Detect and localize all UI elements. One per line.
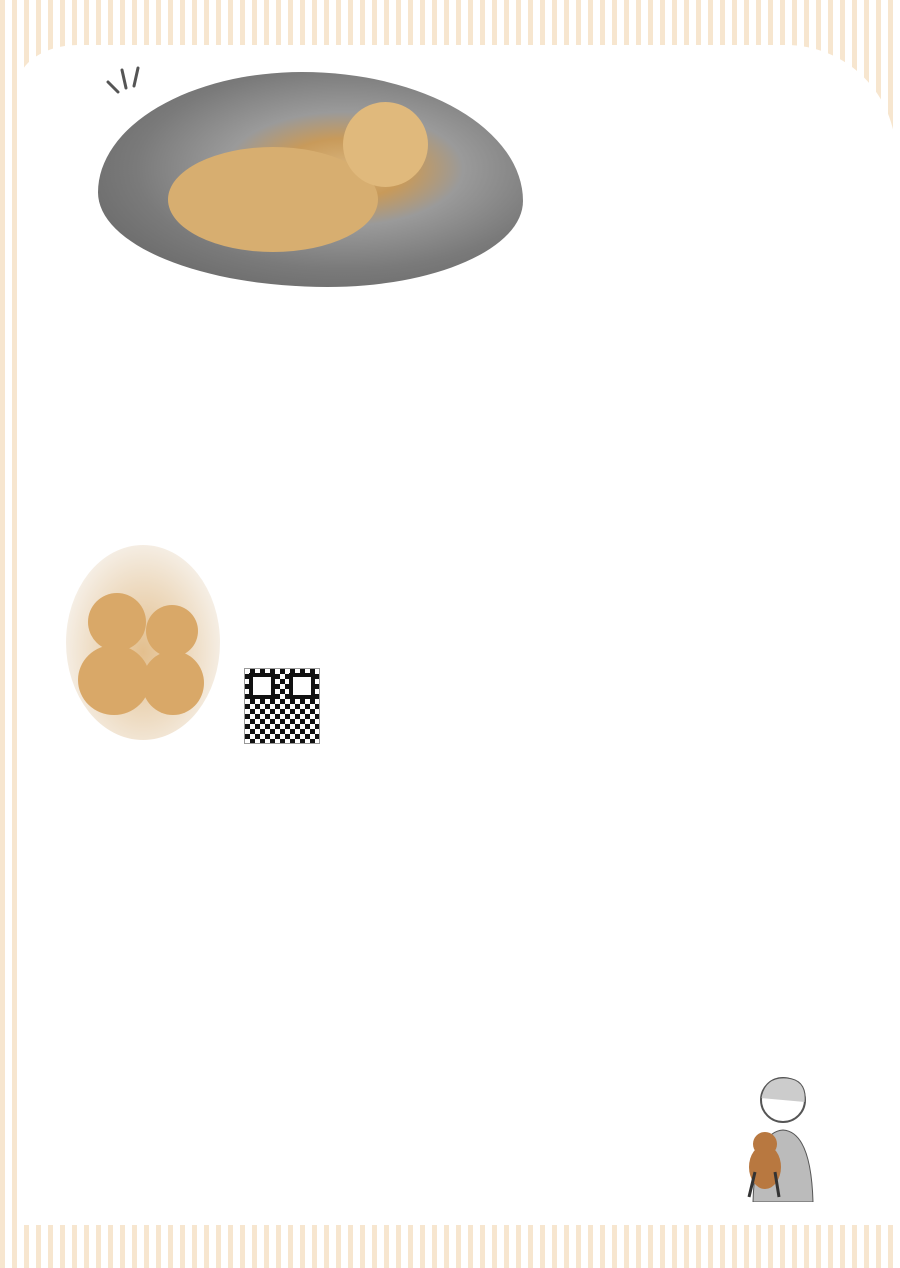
poodles-photo <box>66 545 220 740</box>
motion-lines-icon <box>100 62 150 102</box>
owner-with-dog-illustration <box>735 1072 815 1202</box>
qr-code[interactable] <box>244 668 320 744</box>
